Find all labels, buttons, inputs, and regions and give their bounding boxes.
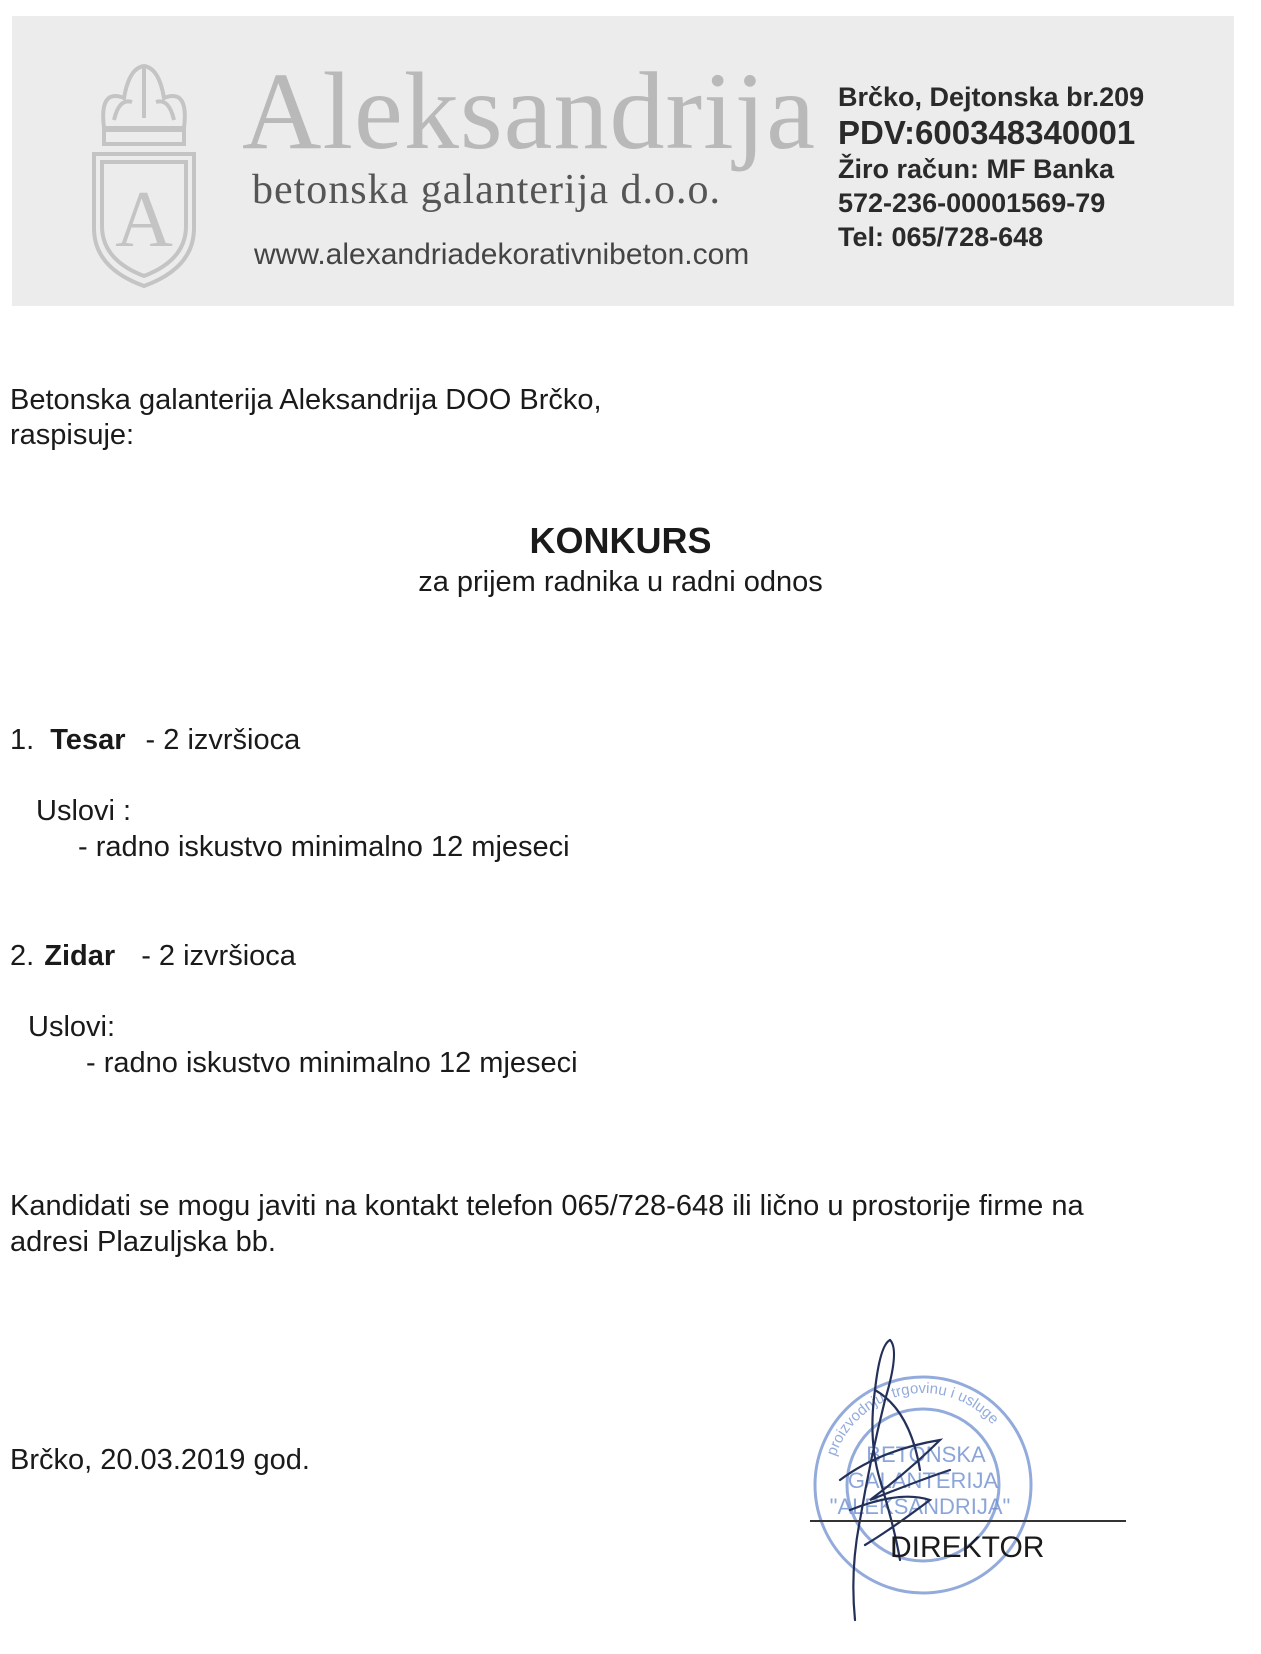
handwritten-signature-icon bbox=[780, 1330, 1040, 1630]
intro-line-1: Betonska galanterija Aleksandrija DOO Brčko, bbox=[10, 384, 602, 416]
position-1-number: 1. bbox=[10, 724, 35, 756]
brand-subtitle: betonska galanterija d.o.o. bbox=[252, 167, 722, 213]
brand-name: Aleksandrija bbox=[242, 50, 817, 172]
position-1-name: Tesar bbox=[50, 724, 126, 756]
signature-role: DIREKTOR bbox=[890, 1531, 1045, 1564]
signature-line bbox=[810, 1520, 1126, 1522]
position-2-number: 2. bbox=[10, 940, 35, 972]
document-date: Brčko, 20.03.2019 god. bbox=[10, 1444, 310, 1476]
position-2-conditions-label: Uslovi: bbox=[28, 1011, 116, 1043]
document-subtitle: za prijem radnika u radni odnos bbox=[418, 566, 823, 598]
position-2-condition: - radno iskustvo minimalno 12 mjeseci bbox=[86, 1047, 578, 1079]
company-pdv: PDV:600348340001 bbox=[838, 114, 1136, 151]
contact-note-line-2: adresi Plazuljska bb. bbox=[10, 1226, 276, 1258]
position-2-name: Zidar bbox=[44, 940, 116, 972]
company-tel: Tel: 065/728-648 bbox=[838, 222, 1044, 252]
position-1 bbox=[10, 722, 300, 758]
company-contact bbox=[838, 80, 1144, 254]
position-2 bbox=[10, 938, 296, 974]
website: www.alexandriadekorativnibeton.com bbox=[254, 238, 750, 271]
svg-text:proizvodnju, trgovinu i usluge: proizvodnju, trgovinu i usluge bbox=[823, 1379, 1003, 1458]
position-1-condition: - radno iskustvo minimalno 12 mjeseci bbox=[78, 831, 570, 863]
crown-shield-logo-icon bbox=[84, 58, 204, 288]
svg-text:GALANTERIJA: GALANTERIJA bbox=[847, 1468, 999, 1493]
svg-text:"ALEKSANDRIJA": "ALEKSANDRIJA" bbox=[829, 1494, 1011, 1519]
company-address: Brčko, Dejtonska br.209 bbox=[838, 82, 1145, 112]
company-account: 572-236-00001569-79 bbox=[838, 188, 1106, 218]
position-2-count: - 2 izvršioca bbox=[141, 940, 296, 972]
svg-text:A: A bbox=[115, 176, 173, 264]
document-title: KONKURS bbox=[529, 520, 712, 561]
svg-text:BETONSKA: BETONSKA bbox=[866, 1442, 986, 1467]
intro-line-2: raspisuje: bbox=[10, 419, 135, 451]
position-1-conditions-label: Uslovi : bbox=[36, 795, 132, 827]
contact-note-line-1: Kandidati se mogu javiti na kontakt telefon 065/728-648 ili lično u prostorije firme na bbox=[10, 1190, 1084, 1222]
company-bank: Žiro račun: MF Banka bbox=[838, 154, 1115, 184]
position-1-count: - 2 izvršioca bbox=[145, 724, 301, 756]
